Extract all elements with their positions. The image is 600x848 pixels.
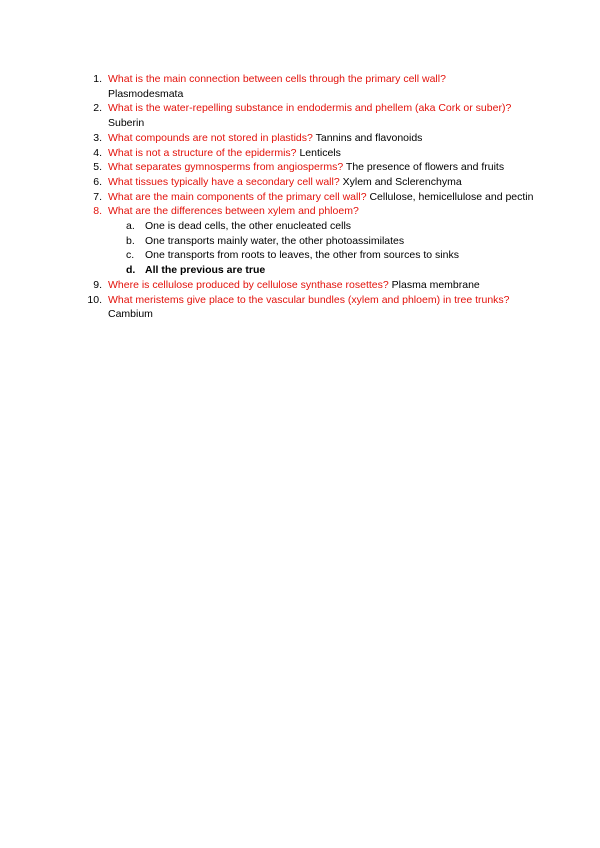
question-number: 7. <box>93 190 102 203</box>
option-text: One transports from roots to leaves, the other from sources to sinks <box>145 249 459 262</box>
answer-text: The presence of flowers and fruits <box>345 161 505 174</box>
answer-text: Tannins and flavonoids <box>315 131 423 144</box>
option-letter: a. <box>126 220 135 233</box>
option-text: One is dead cells, the other enucleated cells <box>145 220 352 233</box>
question-number: 2. <box>93 102 102 115</box>
option-letter: b. <box>126 234 135 247</box>
question-text: What is the water-repelling substance in endodermis and phellem (aka Cork or suber)? <box>108 102 512 115</box>
question-text: What tissues typically have a secondary cell wall? <box>108 175 340 188</box>
question-item-5 <box>86 160 536 175</box>
question-number: 6. <box>93 175 102 188</box>
answer-text: Suberin <box>108 117 145 130</box>
question-item-6 <box>86 175 536 190</box>
question-text: What separates gymnosperms from angiosperms? <box>108 161 344 174</box>
question-item-3 <box>86 131 536 146</box>
question-text: What meristems give place to the vascular bundles (xylem and phloem) in tree trunks? <box>108 293 510 306</box>
question-number: 9. <box>93 278 102 291</box>
option-a <box>108 219 536 234</box>
answer-text: Lenticels <box>299 146 341 159</box>
question-item-10 <box>86 293 536 322</box>
question-item-4 <box>86 146 536 161</box>
question-number: 4. <box>93 146 102 159</box>
question-text: What is not a structure of the epidermis? <box>108 146 297 159</box>
question-text: What compounds are not stored in plastids? <box>108 131 313 144</box>
question-item-2 <box>86 101 536 130</box>
question-number: 1. <box>93 73 102 85</box>
answer-text: Cellulose, hemicellulose and pectin <box>369 190 534 203</box>
option-text: One transports mainly water, the other photoassimilates <box>145 234 405 247</box>
answer-text: Plasma membrane <box>391 278 480 291</box>
option-text: All the previous are true <box>145 264 266 277</box>
option-d-correct <box>108 263 536 278</box>
question-text: What are the differences between xylem and phloem? <box>108 205 359 218</box>
option-letter: c. <box>126 249 135 262</box>
answer-text: Plasmodesmata <box>108 87 184 100</box>
answer-text: Cambium <box>108 308 153 321</box>
answer-options <box>108 219 536 278</box>
question-number: 10. <box>87 293 102 306</box>
question-item-8 <box>86 204 536 278</box>
question-list <box>86 72 536 322</box>
answer-text: Xylem and Sclerenchyma <box>342 175 462 188</box>
question-item-9 <box>86 278 536 293</box>
question-text: Where is cellulose produced by cellulose synthase rosettes? <box>108 278 389 291</box>
option-b <box>108 234 536 249</box>
option-c <box>108 248 536 263</box>
question-number: 8. <box>93 205 102 218</box>
question-number: 3. <box>93 131 102 144</box>
question-item-7 <box>86 190 536 205</box>
question-text: What is the main connection between cells through the primary cell wall? <box>108 73 446 85</box>
option-letter: d. <box>126 264 136 277</box>
question-item-1 <box>86 72 536 101</box>
question-text: What are the main components of the primary cell wall? <box>108 190 367 203</box>
question-number: 5. <box>93 161 102 174</box>
